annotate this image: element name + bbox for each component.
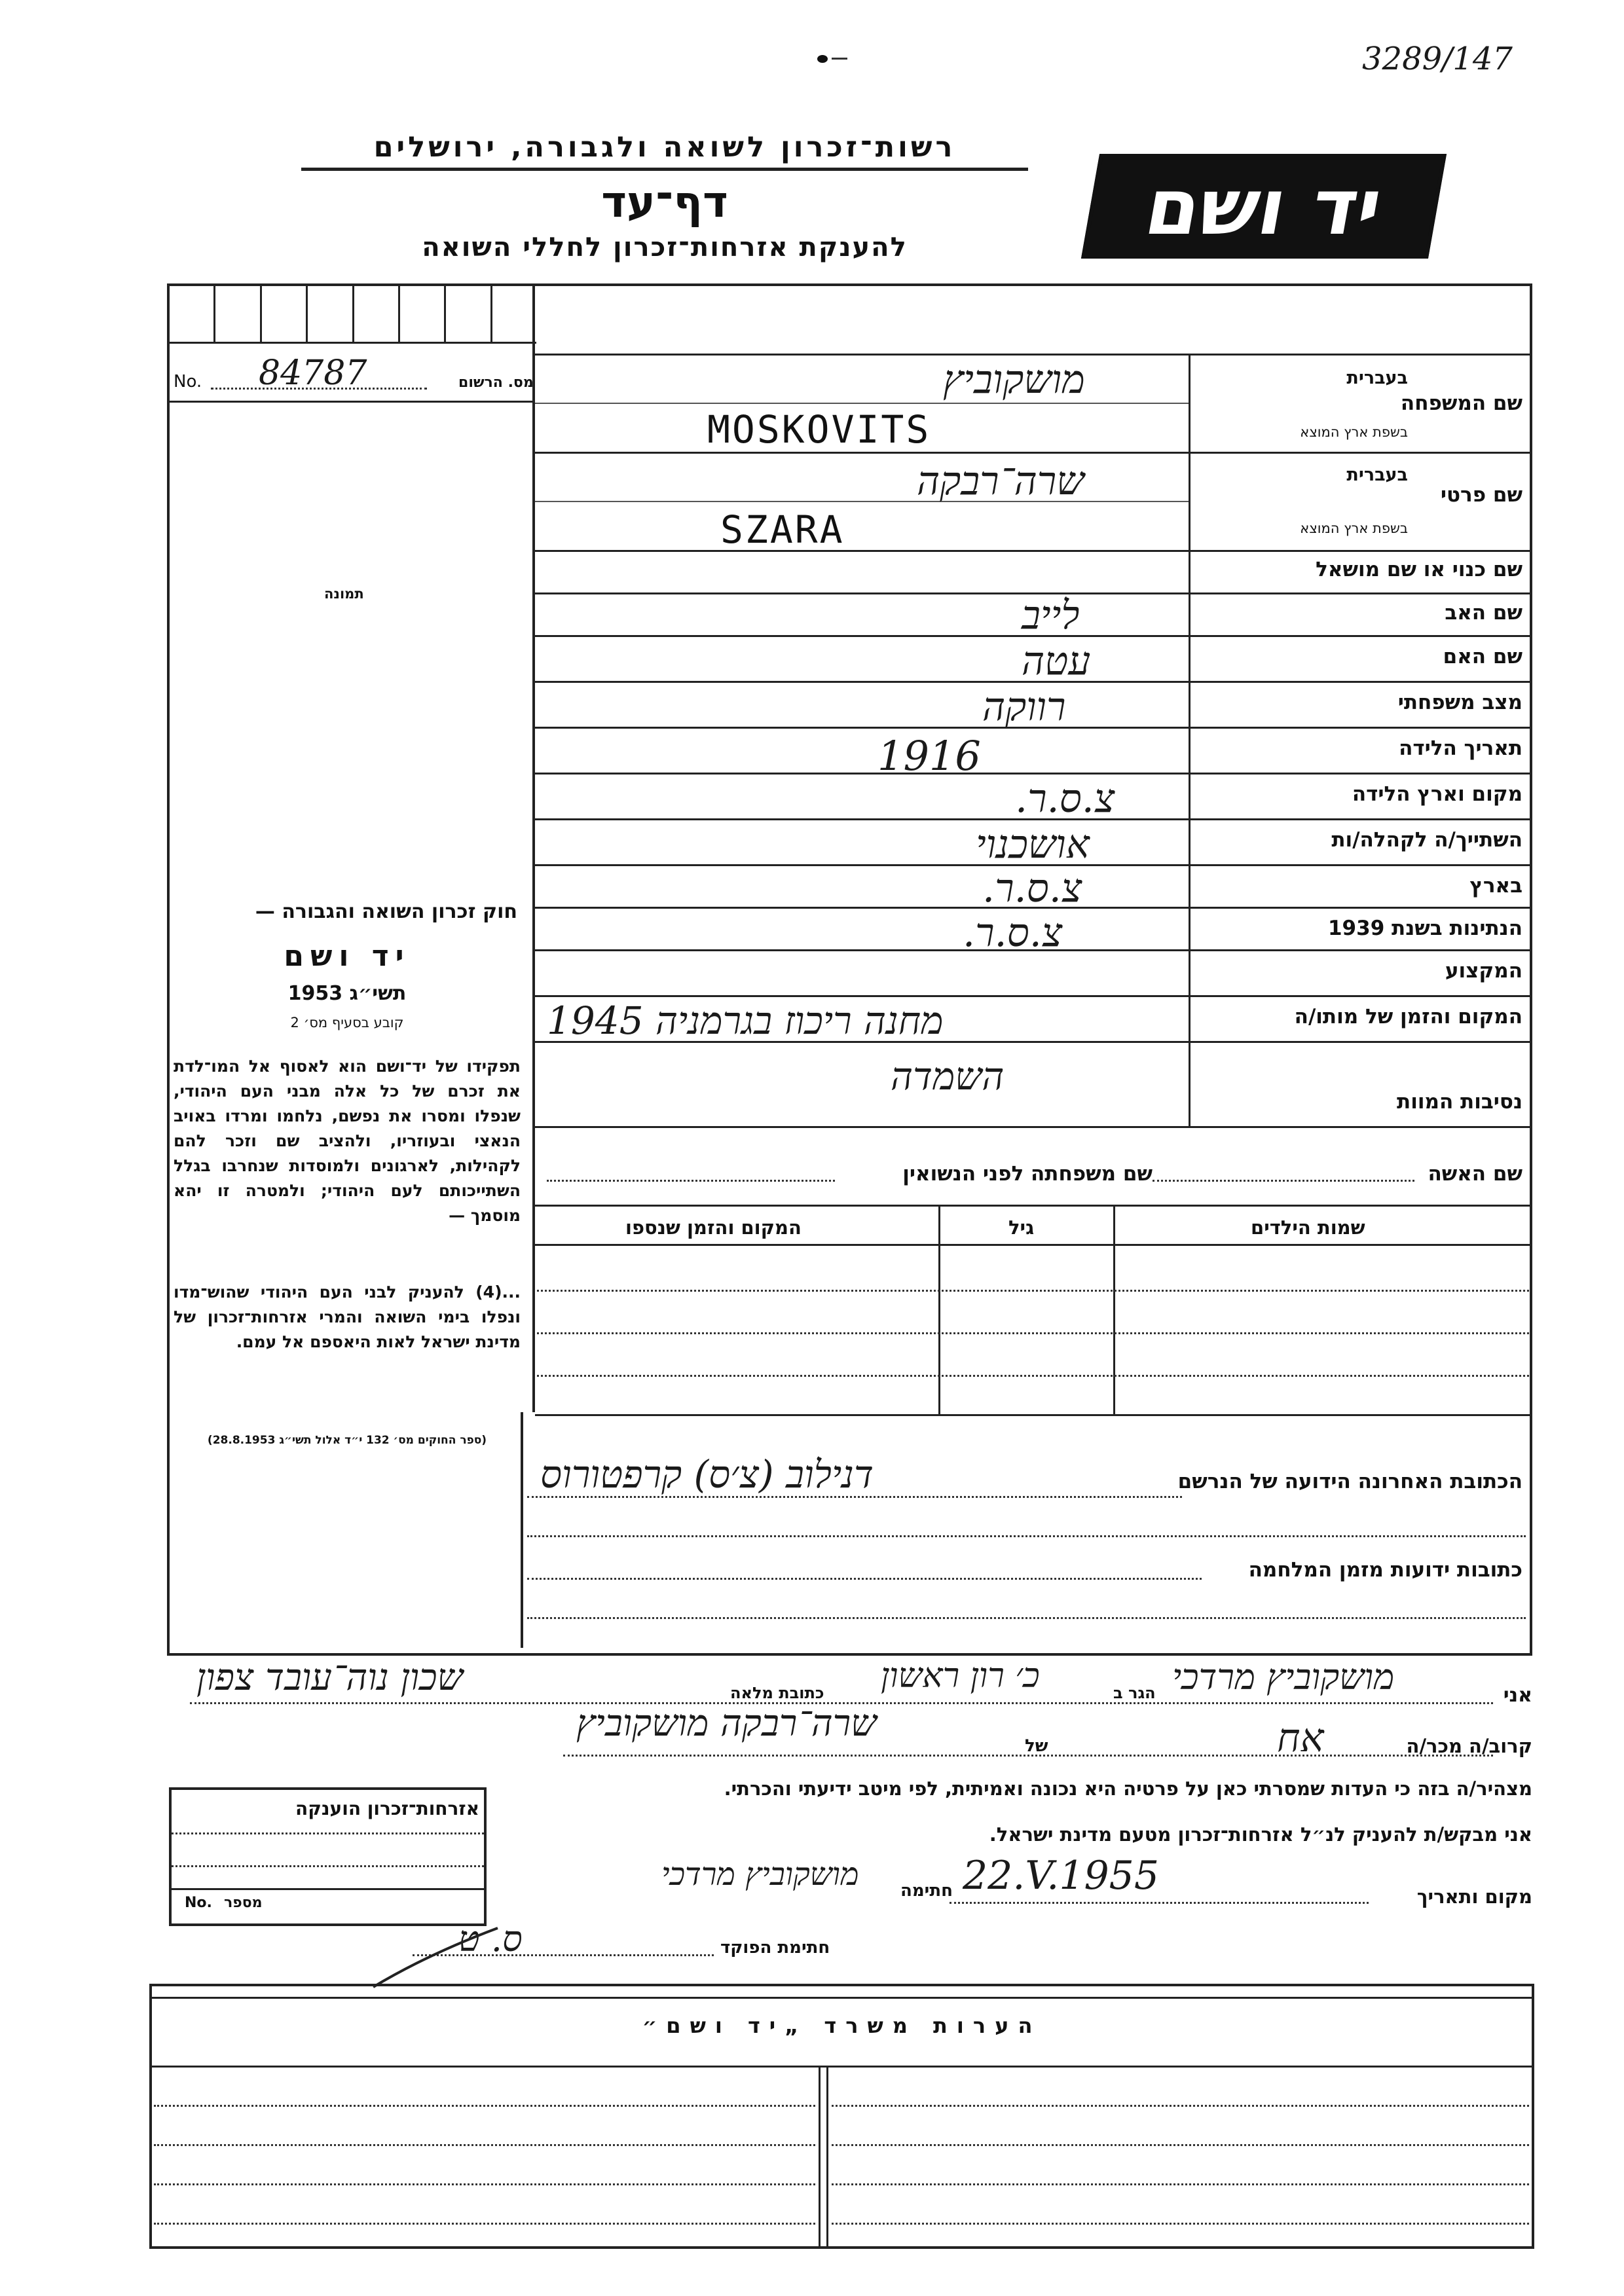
marital-value: רווקה — [982, 684, 1066, 730]
rule — [535, 1205, 1530, 1207]
declarant-ani-label: אני — [1503, 1684, 1532, 1707]
circumstances-label: נסיבות המוות — [1397, 1090, 1522, 1114]
notes-line — [832, 2144, 1529, 2146]
notes-rule — [152, 2066, 1532, 2068]
children-row — [537, 1375, 1529, 1377]
law-clause: קובע בסעיף מס׳ 2 — [290, 1015, 404, 1030]
notes-rule — [152, 1997, 1532, 1999]
form-subtitle: להענקת אזרחות־זכרון לחללי השואה — [422, 232, 908, 263]
declarant-signature: מושקוביץ מרדכי — [661, 1856, 859, 1893]
children-header-rule — [535, 1244, 1530, 1246]
office-notes-title: הערות משרד „יד ושם״ — [642, 2013, 1042, 2038]
notes-line — [832, 2183, 1529, 2185]
address-line — [527, 1535, 1526, 1537]
firstname-origin-tag: בשפת ארץ המוצא — [1300, 520, 1408, 536]
spouse-maiden-dots — [547, 1180, 835, 1182]
firstname-origin-value: SZARA — [720, 507, 845, 552]
children-header-place: המקום והזמן שנספו — [625, 1216, 802, 1239]
citizenship-box-rule — [172, 1888, 484, 1890]
address-line — [527, 1578, 1202, 1580]
request-text: אני מבקש/ת להעניק לנ״ל אזרחות־זכרון מטעם מדינת ישראל. — [989, 1823, 1532, 1846]
declarant-address-value: שכון נוה־עובד צפון — [196, 1656, 464, 1699]
declarant-address-label: כתובת מלאה — [730, 1684, 824, 1702]
last-address-value: דנילוב (צ׳ס) קרפטורוס — [540, 1452, 874, 1497]
officer-label: חתימת הפוקד — [720, 1938, 830, 1958]
left-panel-divider-lower — [521, 1412, 523, 1648]
wartime-address-label: כתובות ידועות מזמן המלחמה — [1248, 1558, 1522, 1582]
death-label: המקום והזמן של מותו/ה — [1294, 1005, 1522, 1029]
birthdate-value: 1916 — [877, 732, 981, 780]
surname-hebrew-tag: בעברית — [1346, 368, 1408, 388]
rule — [535, 773, 1530, 774]
rule — [535, 995, 1530, 997]
spouse-label: שם האשה — [1428, 1162, 1522, 1186]
notes-line — [154, 2144, 815, 2146]
profession-label: המקצוע — [1445, 959, 1522, 983]
registration-no-he: מס. הרשום — [458, 374, 534, 391]
children-row — [537, 1290, 1529, 1292]
law-para1: תפקידו של יד־ושם הוא לאסוף אל המו־לדת את זכרם של כל אלה מבני העם היהודי, שנפלו ומסרו את נפשם, נלחמו ומרדו באויב הנאצי ובעוזריו, ולהציב שם וזכר להם לקהילות, לארגונים ולמוסדות שנחרבו בגלל השתייכותם לעם היהודי; ולמטרה זו יהא מוסמך — — [174, 1057, 521, 1225]
stray-marks — [817, 54, 857, 63]
country-label: בארץ — [1469, 874, 1522, 898]
relation-value: אח — [1277, 1715, 1324, 1761]
father-label: שם האב — [1445, 601, 1522, 625]
declarant-name: מושקוביץ מרדכי — [1172, 1656, 1395, 1698]
of-label: של — [1025, 1736, 1048, 1756]
firstname-hebrew-tag: בעברית — [1346, 465, 1408, 485]
authority-line: רשות־זכרון לשואה ולגבורה, ירושלים — [373, 131, 956, 164]
address-line — [527, 1617, 1526, 1619]
children-header-names: שמות הילדים — [1251, 1216, 1365, 1239]
registration-number: 84787 — [259, 354, 367, 393]
law-year: תשי״ג 1953 — [287, 982, 407, 1005]
tick-strip — [170, 286, 536, 342]
place-date-label: מקום ותאריך — [1416, 1886, 1532, 1908]
label-column-divider — [1189, 354, 1190, 1126]
notes-line — [154, 2105, 815, 2107]
children-col-rule — [1113, 1207, 1115, 1416]
citizenship-value: צ.ס.ר. — [963, 910, 1063, 956]
rule — [535, 354, 1530, 355]
citizenship-box — [169, 1787, 487, 1926]
community-value: אושכנוי — [976, 822, 1090, 867]
birthplace-label: מקום וארץ הלידה — [1352, 782, 1522, 806]
children-header-age: גיל — [1008, 1216, 1035, 1239]
signature-label: חתימה — [900, 1881, 953, 1901]
rule — [535, 1126, 1530, 1128]
archive-reference: 3289/147 — [1362, 41, 1513, 77]
registration-no-en: No. — [174, 372, 202, 392]
firstname-hebrew-value: שרה־רבקה — [917, 458, 1084, 504]
circumstances-value: השמדה — [891, 1054, 1005, 1099]
address-line — [527, 1496, 1182, 1498]
father-value: לייב — [1022, 592, 1080, 638]
death-value: מחנה ריכוז בגרמניה 1945 — [547, 998, 944, 1043]
date-value: 22.V.1955 — [963, 1853, 1160, 1899]
birthplace-value: צ.ס.ר. — [1015, 776, 1115, 822]
of-name-value: שרה־רבקה מושקוביץ — [576, 1702, 877, 1745]
notes-line — [154, 2183, 815, 2185]
marital-label: מצב משפחתי — [1397, 691, 1522, 714]
left-panel-divider — [532, 286, 535, 1412]
law-para2: ...(4) להעניק לבני העם היהודי שהוש־מדו ונפלו בימי השואה והמרי אזרחות־זכרון של מדינת ישראל לאות היאספם אל עמם. — [174, 1283, 521, 1351]
citizenship-box-rule — [172, 1865, 484, 1867]
relation-label: קרוב/ה מכר/ה — [1406, 1735, 1532, 1757]
citizenship-box-rule — [172, 1832, 484, 1834]
mother-value: עטה — [1022, 638, 1091, 684]
law-name: יד ושם — [284, 939, 411, 973]
surname-origin-value: MOSKOVITS — [707, 407, 931, 452]
notes-line — [832, 2223, 1529, 2225]
rule — [535, 452, 1530, 454]
spouse-maiden-label: שם משפחתה לפני הנשואין — [902, 1162, 1153, 1186]
birthdate-label: תאריך הלידה — [1399, 737, 1522, 760]
notes-col — [826, 2068, 828, 2248]
surname-label: שם המשפחה — [1400, 392, 1522, 415]
declarant-resides-label: הגר ב — [1113, 1684, 1156, 1702]
registration-divider — [170, 401, 532, 403]
surname-origin-tag: בשפת ארץ המוצא — [1300, 424, 1408, 440]
yad-vashem-logo: יד ושם — [1081, 154, 1447, 259]
notes-line — [154, 2223, 815, 2225]
nickname-label: שם כנוי או שם מושאל — [1316, 558, 1522, 581]
citizenship-box-title: אזרחות־זכרון הוענקה — [295, 1798, 479, 1819]
last-address-label: הכתובת האחרונה הידועה של הנרשם — [1177, 1470, 1522, 1493]
declarant-resides-value: כ׳ רון ראשון — [881, 1656, 1040, 1696]
officer-signature: ס. ט — [458, 1918, 523, 1959]
law-title: חוק זכרון השואה והגבורה — — [255, 900, 517, 923]
rule — [535, 403, 1189, 404]
spouse-dots — [1153, 1180, 1414, 1182]
rule — [535, 501, 1189, 502]
notes-col — [819, 2068, 821, 2248]
strip-divider — [170, 342, 536, 344]
citizenship-label: הנתינות בשנת 1939 — [1327, 917, 1522, 940]
law-citation: (ספר החוקים מס׳ 132 י״ד אלול תשי״ג 28.8.1953) — [207, 1434, 487, 1447]
declarant-line — [563, 1755, 1493, 1757]
citizenship-box-no: No. — [185, 1895, 212, 1911]
children-row — [537, 1332, 1529, 1334]
officer-signature-stroke — [367, 1922, 524, 1994]
mother-label: שם האם — [1443, 645, 1522, 668]
firstname-label: שם פרטי — [1440, 483, 1522, 507]
surname-hebrew-value: מושקוביץ — [943, 357, 1085, 403]
authority-underline — [301, 168, 1028, 171]
rule — [535, 550, 1530, 552]
declarant-line — [950, 1902, 1369, 1904]
community-label: השתייך/ה לקהלה/ות — [1331, 828, 1522, 852]
form-title: דף־עד — [601, 177, 728, 227]
rule — [535, 1414, 1530, 1416]
notes-line — [832, 2105, 1529, 2107]
photo-label: תמונה — [324, 586, 364, 602]
country-value: צ.ס.ר. — [982, 866, 1082, 911]
declaration-text: מצהיר/ה בזה כי העדות שמסרתי כאן על פרטיה היא נכונה ואמיתית, לפי מיטב ידיעתי והכרתי. — [724, 1777, 1532, 1800]
citizenship-box-no-he: מספר — [224, 1895, 263, 1911]
children-col-rule — [938, 1207, 940, 1416]
